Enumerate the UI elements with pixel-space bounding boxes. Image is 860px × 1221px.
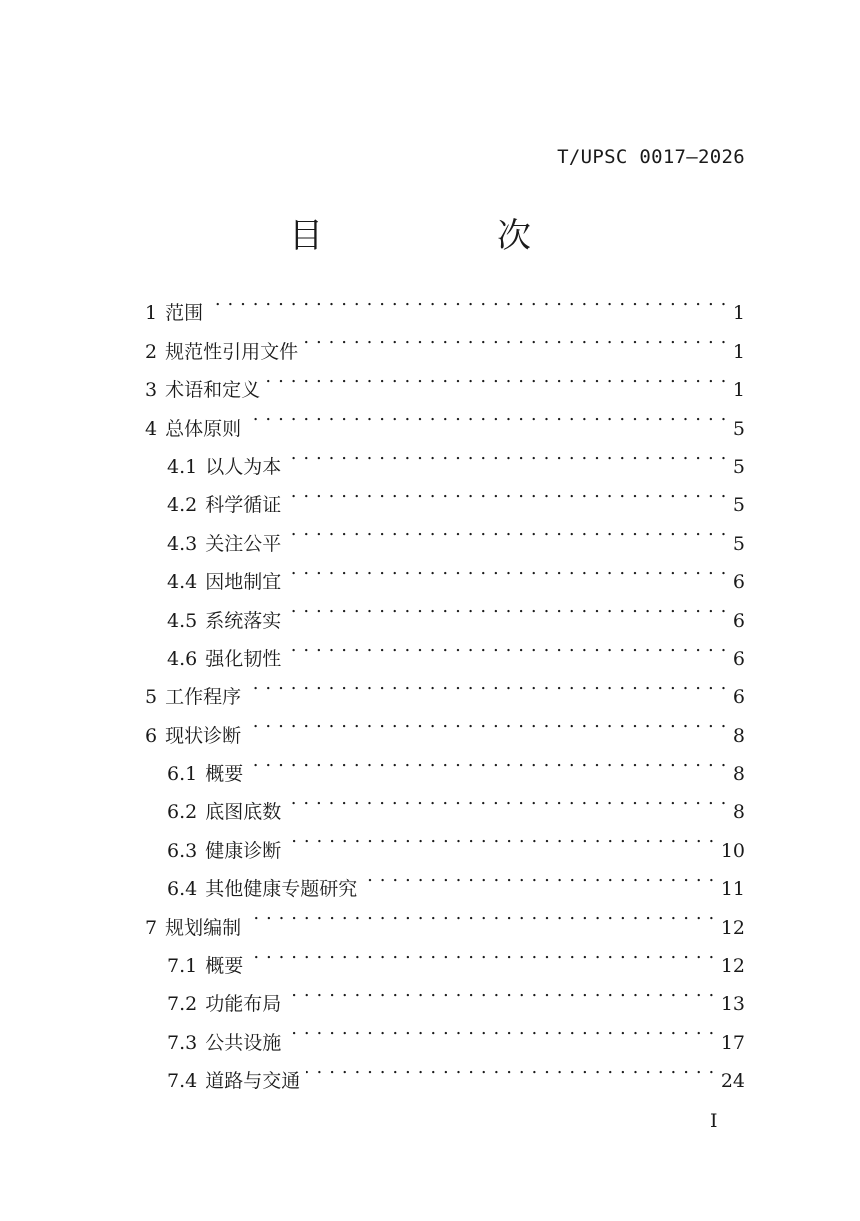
toc-dot-leader — [287, 780, 727, 818]
toc-dot-leader — [209, 281, 727, 319]
toc-title: 目 次 — [289, 216, 601, 256]
toc-entry-number: 4.5 — [167, 609, 198, 632]
toc-entry-title: 总体原则 — [165, 417, 242, 440]
toc-entry-number: 7.2 — [167, 993, 198, 1016]
toc-dot-leader — [287, 818, 715, 856]
toc-entry-page: 6 — [732, 571, 745, 594]
toc-entry-page: 12 — [720, 916, 745, 939]
toc-dot-leader — [247, 665, 727, 703]
toc-entry-title: 规范性引用文件 — [165, 340, 299, 363]
toc-entry-number: 4.3 — [167, 532, 198, 555]
toc-entry-number: 7.1 — [167, 955, 198, 978]
toc-entry-number: 1 — [145, 302, 158, 325]
toc-entry-page: 5 — [732, 532, 745, 555]
toc-entry-page: 8 — [732, 801, 745, 824]
toc-entry-page: 6 — [732, 609, 745, 632]
toc-entry-title: 关注公平 — [205, 532, 282, 555]
table-of-contents — [145, 281, 745, 1093]
toc-entry-page: 17 — [720, 1031, 745, 1054]
toc-dot-leader — [266, 358, 727, 396]
toc-entry-title: 系统落实 — [205, 609, 282, 632]
toc-dot-leader — [287, 435, 727, 473]
toc-entry-title: 强化韧性 — [205, 647, 282, 670]
toc-entry-title: 其他健康专题研究 — [205, 878, 358, 901]
toc-entry-title: 功能布局 — [205, 993, 282, 1016]
toc-entry-number: 6.2 — [167, 801, 198, 824]
toc-entry-number: 4.4 — [167, 571, 198, 594]
toc-entry-title: 规划编制 — [165, 916, 242, 939]
toc-entry-number: 7.4 — [167, 1070, 198, 1093]
toc-dot-leader — [363, 857, 715, 895]
toc-entry-number: 4.2 — [167, 494, 198, 517]
toc-entry-number: 3 — [145, 379, 158, 402]
toc-entry-page: 6 — [732, 647, 745, 670]
toc-entry-page: 1 — [732, 379, 745, 402]
toc-dot-leader — [287, 473, 727, 511]
toc-entry-page: 1 — [732, 340, 745, 363]
toc-entry-page: 13 — [720, 993, 745, 1016]
toc-entry-title: 因地制宜 — [205, 571, 282, 594]
toc-entry-page: 8 — [732, 763, 745, 786]
toc-entry-title: 以人为本 — [205, 455, 282, 478]
page-number: I — [710, 1110, 718, 1132]
toc-entry-page: 24 — [720, 1070, 745, 1093]
toc-entry-page: 1 — [732, 302, 745, 325]
toc-entry[interactable] — [145, 319, 745, 363]
toc-entry-number: 6.3 — [167, 839, 198, 862]
toc-entry-title: 概要 — [205, 763, 244, 786]
toc-dot-leader — [287, 1010, 715, 1048]
toc-entry-title: 术语和定义 — [165, 379, 261, 402]
toc-entry-number: 5 — [145, 686, 158, 709]
toc-entry-number: 4.1 — [167, 455, 198, 478]
toc-entry-title: 工作程序 — [165, 686, 242, 709]
toc-entry-title: 现状诊断 — [165, 724, 242, 747]
toc-entry-title: 概要 — [205, 955, 244, 978]
toc-dot-leader — [287, 550, 727, 588]
toc-entry-number: 6.4 — [167, 878, 198, 901]
toc-dot-leader — [247, 703, 727, 741]
toc-entry-number: 7 — [145, 916, 158, 939]
toc-entry-number: 2 — [145, 340, 158, 363]
toc-dot-leader — [304, 319, 727, 357]
toc-entry-number: 6.1 — [167, 763, 198, 786]
toc-dot-leader — [249, 934, 715, 972]
toc-entry-title: 科学循证 — [205, 494, 282, 517]
toc-entry-number: 7.3 — [167, 1031, 198, 1054]
toc-dot-leader — [287, 588, 727, 626]
toc-entry-title: 底图底数 — [205, 801, 282, 824]
toc-entry-page: 10 — [720, 839, 745, 862]
toc-dot-leader — [247, 396, 727, 434]
toc-dot-leader — [287, 972, 715, 1010]
toc-entry-page: 11 — [720, 878, 745, 901]
toc-entry-page: 6 — [732, 686, 745, 709]
document-code: T/UPSC 0017—2026 — [557, 146, 745, 168]
toc-entry-number: 4 — [145, 417, 158, 440]
toc-dot-leader — [306, 1049, 715, 1087]
toc-entry-page: 12 — [720, 955, 745, 978]
toc-dot-leader — [287, 511, 727, 549]
toc-entry-page: 5 — [732, 455, 745, 478]
toc-entry-page: 8 — [732, 724, 745, 747]
toc-entry[interactable] — [145, 281, 745, 325]
toc-entry-title: 公共设施 — [205, 1031, 282, 1054]
toc-entry-title: 范围 — [165, 302, 204, 325]
toc-entry-title: 健康诊断 — [205, 839, 282, 862]
toc-entry-page: 5 — [732, 494, 745, 517]
toc-entry-title: 道路与交通 — [205, 1070, 301, 1093]
toc-dot-leader — [287, 627, 727, 665]
toc-entry-page: 5 — [732, 417, 745, 440]
toc-entry-number: 6 — [145, 724, 158, 747]
toc-entry-number: 4.6 — [167, 647, 198, 670]
toc-dot-leader — [249, 742, 727, 780]
toc-dot-leader — [247, 895, 715, 933]
